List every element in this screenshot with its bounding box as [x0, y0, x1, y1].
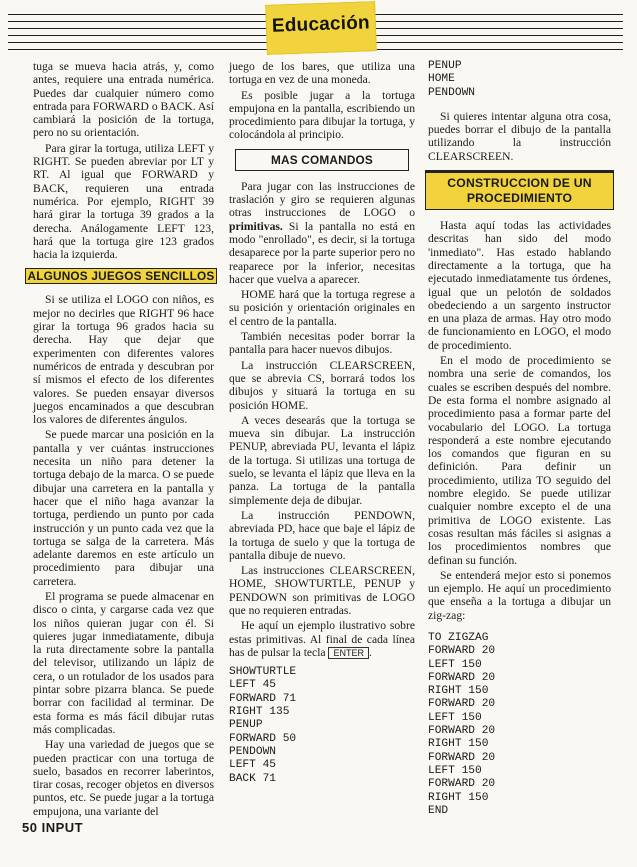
col1-paragraph: tuga se mueva hacia atrás, y, como antes, requiere una entrada numérica. Puedes dar cualquier número como entrada para FORWARD o BACK. Así cambiará la posición de la tortuga, pero no su orientación. — [33, 60, 214, 140]
col3-paragraph: Se entenderá mejor esto si ponemos un ejemplo. He aquí un procedimiento que enseña a la tortuga a dibujar un zig-zag: — [428, 568, 611, 622]
code-line: FORWARD 20 — [428, 751, 496, 764]
code-listing-primitivas — [229, 666, 415, 786]
code-line: PENUP — [229, 719, 263, 732]
code-line: LEFT 150 — [428, 764, 482, 777]
code-line: SHOWTURTLE — [229, 666, 297, 679]
code-line: PENUP — [428, 60, 462, 72]
col3-paragraph: Hasta aquí todas las actividades descritas han sido del modo 'inmediato". Has estado hablando directamente a la tortuga, que ha ejecutado inmediatamente tus órdenes, igual que un pelotón de soldados obedeciendo a un sargento instructor en una plaza de armas. Hay otro modo de funcionamiento en LOGO, el modo de procedimiento. — [428, 219, 611, 352]
col2-text: . — [369, 645, 372, 659]
code-line: FORWARD 20 — [428, 778, 496, 791]
col2-paragraph: A veces desearás que la tortuga se mueva sin dibujar. La instrucción PENUP, abreviada PU, levanta el lápiz de la tortuga. Si utilizas una tortuga de suelo, se levanta el lápiz que lleva en la panza. La tortuga de la pantalla simplemente deja de dibujar. — [229, 413, 415, 507]
code-listing-continued — [428, 60, 611, 100]
col2-text: Para jugar con las instrucciones de traslación y giro se requieren algunas otras instrucciones de LOGO o — [229, 179, 415, 220]
section-heading-mas-comandos: MAS COMANDOS — [235, 149, 409, 171]
col3-paragraph: Si quieres intentar alguna otra cosa, puedes borrar el dibujo de la pantalla utilizando la instrucción CLEARSCREEN. — [428, 109, 611, 163]
col1-paragraph: Para girar la tortuga, utiliza LEFT y RIGHT. Se pueden abreviar por LT y RT. Al igual que FORWARD y BACK, requieren una entrada numérica. Por ejemplo, RIGHT 39 hará girar la tortuga 39 grados a la derecha. Análogamente LEFT 123, hará que la tortuga gire 123 grados hacia la izquierda. — [33, 141, 214, 262]
code-line: END — [428, 804, 449, 817]
code-line: RIGHT 150 — [428, 685, 489, 698]
col2-text: He aquí un ejemplo ilustrativo sobre estas primitivas. Al final de cada línea has de pulsar la tecla — [229, 619, 415, 659]
col2-paragraph: También necesitas poder borrar la pantalla para hacer nuevos dibujos. — [229, 330, 415, 357]
magazine-name: INPUT — [41, 820, 84, 835]
col2-text: Si la pantalla no está en modo "enrollado", es decir, si la tortuga desaparece por la parte superior pero no reaparece por la inferior, necesitas hacer que vuelva a aparecer. — [229, 219, 415, 286]
col2-paragraph: HOME hará que la tortuga regrese a su posición y orientación originales en el centro de la pantalla. — [229, 288, 415, 328]
code-line: RIGHT 150 — [428, 791, 489, 804]
col1-paragraph: El programa se puede almacenar en disco o cinta, y cargarse cada vez que los niños quieran jugar con él. Si quieres jugar inmediatamente, dibuja la ruta directamente sobre la pantalla del televisor, utilizando un lápiz de cera, o un rotulador de los usados para pintar sobre pizarra blanca. Se puede borrar con facilidad al terminar. De esta forma es más fácil dibujar rutas más complicadas. — [33, 589, 214, 736]
col2-paragraph — [229, 619, 415, 660]
code-line: FORWARD 50 — [229, 732, 297, 745]
col2-paragraph: Es posible jugar a la tortuga empujona en la pantalla, escribiendo un procedimiento para dibujar la tortuga, y colocándola al principio. — [229, 88, 415, 142]
col2-paragraph — [229, 180, 415, 286]
code-line: RIGHT 135 — [229, 706, 290, 719]
col2-paragraph: juego de los bares, que utiliza una tortuga en vez de una moneda. — [229, 60, 415, 87]
section-heading-juegos: ALGUNOS JUEGOS SENCILLOS — [25, 268, 217, 284]
page-footer — [22, 820, 83, 835]
code-line: LEFT 150 — [428, 711, 482, 724]
page-number: 50 — [22, 820, 38, 835]
col1-paragraph: Si se utiliza el LOGO con niños, es mejor no decirles que RIGHT 96 hace girar la tortuga 96 grados hacia su derecha. Hay que dejar que experimenten con diferentes valores numéricos de entrada y descubran por sí mismos el efecto de los diferentes valores. Se pueden ensayar diversos juegos encaminados a que descubran los valores de diferentes ángulos. — [33, 293, 214, 427]
enter-key: ENTER — [328, 647, 369, 659]
col2-paragraph: Las instrucciones CLEARSCREEN, HOME, SHOWTURTLE, PENUP y PENDOWN son primitivas de LOGO que no requieren entradas. — [229, 564, 415, 617]
code-line: TO ZIGZAG — [428, 631, 489, 644]
code-line: PENDOWN — [428, 86, 475, 99]
code-line: LEFT 150 — [428, 658, 482, 671]
column-2 — [229, 60, 415, 794]
code-line: RIGHT 150 — [428, 738, 489, 751]
code-line: LEFT 45 — [229, 679, 276, 692]
code-line: HOME — [428, 73, 455, 86]
col1-paragraph: Hay una variedad de juegos que se pueden practicar con una tortuga de suelo, basados en recorrer laberintos, tirar cosas, recoger objetos en diversos puntos, etc. Se puede jugar a la tortuga empujona, una variante del — [33, 738, 214, 818]
code-line: FORWARD 20 — [428, 725, 496, 738]
code-line: BACK 71 — [229, 772, 276, 785]
col1-paragraph: Se puede marcar una posición en la pantalla y ver cuántas instrucciones necesita un niño para detener la tortuga debajo de la marca. O se puede dibujar una carretera en la pantalla y hacer que el niño haga avanzar la tortuga, perdiendo un punto por cada instrucción y un punto cada vez que la tortuga se salga de la carretera. Más adelante daremos en este artículo un procedimiento para dibujar una carretera. — [33, 428, 214, 588]
code-listing-zigzag — [428, 632, 611, 818]
section-tab-title: Educación — [271, 12, 371, 37]
column-3 — [428, 60, 611, 826]
code-line: FORWARD 20 — [428, 671, 496, 684]
section-tab — [265, 1, 377, 55]
code-line: FORWARD 20 — [428, 698, 496, 711]
col2-bold-term: primitivas. — [229, 219, 283, 233]
col3-paragraph: En el modo de procedimiento se nombra una serie de comandos, los cuales se escriben después del nombre. De esta forma el nombre asignado al procedimiento pasa a formar parte del vocabulario del LOGO. La tortuga responderá a este nombre ejecutando los comandos que figuran en su definición. Para definir un procedimiento, utiliza TO seguido del nombre elegido. Se puede utilizar cualquier nombre excepto el de una primitiva de LOGO existente. Las cosas resultan más fáciles si asignas a los procedimientos nombres que definan su función. — [428, 354, 611, 567]
code-line: FORWARD 20 — [428, 645, 496, 658]
code-line: LEFT 45 — [229, 759, 276, 772]
col2-paragraph: La instrucción PENDOWN, abreviada PD, hace que baje el lápiz de la tortuga de suelo y que la tortuga de pantalla dibuje de nuevo. — [229, 508, 415, 562]
section-heading-procedimiento: CONSTRUCCION DE UN PROCEDIMIENTO — [425, 170, 614, 210]
col2-paragraph: La instrucción CLEARSCREEN, que se abrevia CS, borrará todos los dibujos y situará la tortuga en su posición HOME. — [229, 358, 415, 412]
column-1 — [27, 60, 215, 820]
code-line: FORWARD 71 — [229, 692, 297, 705]
code-line: PENDOWN — [229, 745, 276, 758]
